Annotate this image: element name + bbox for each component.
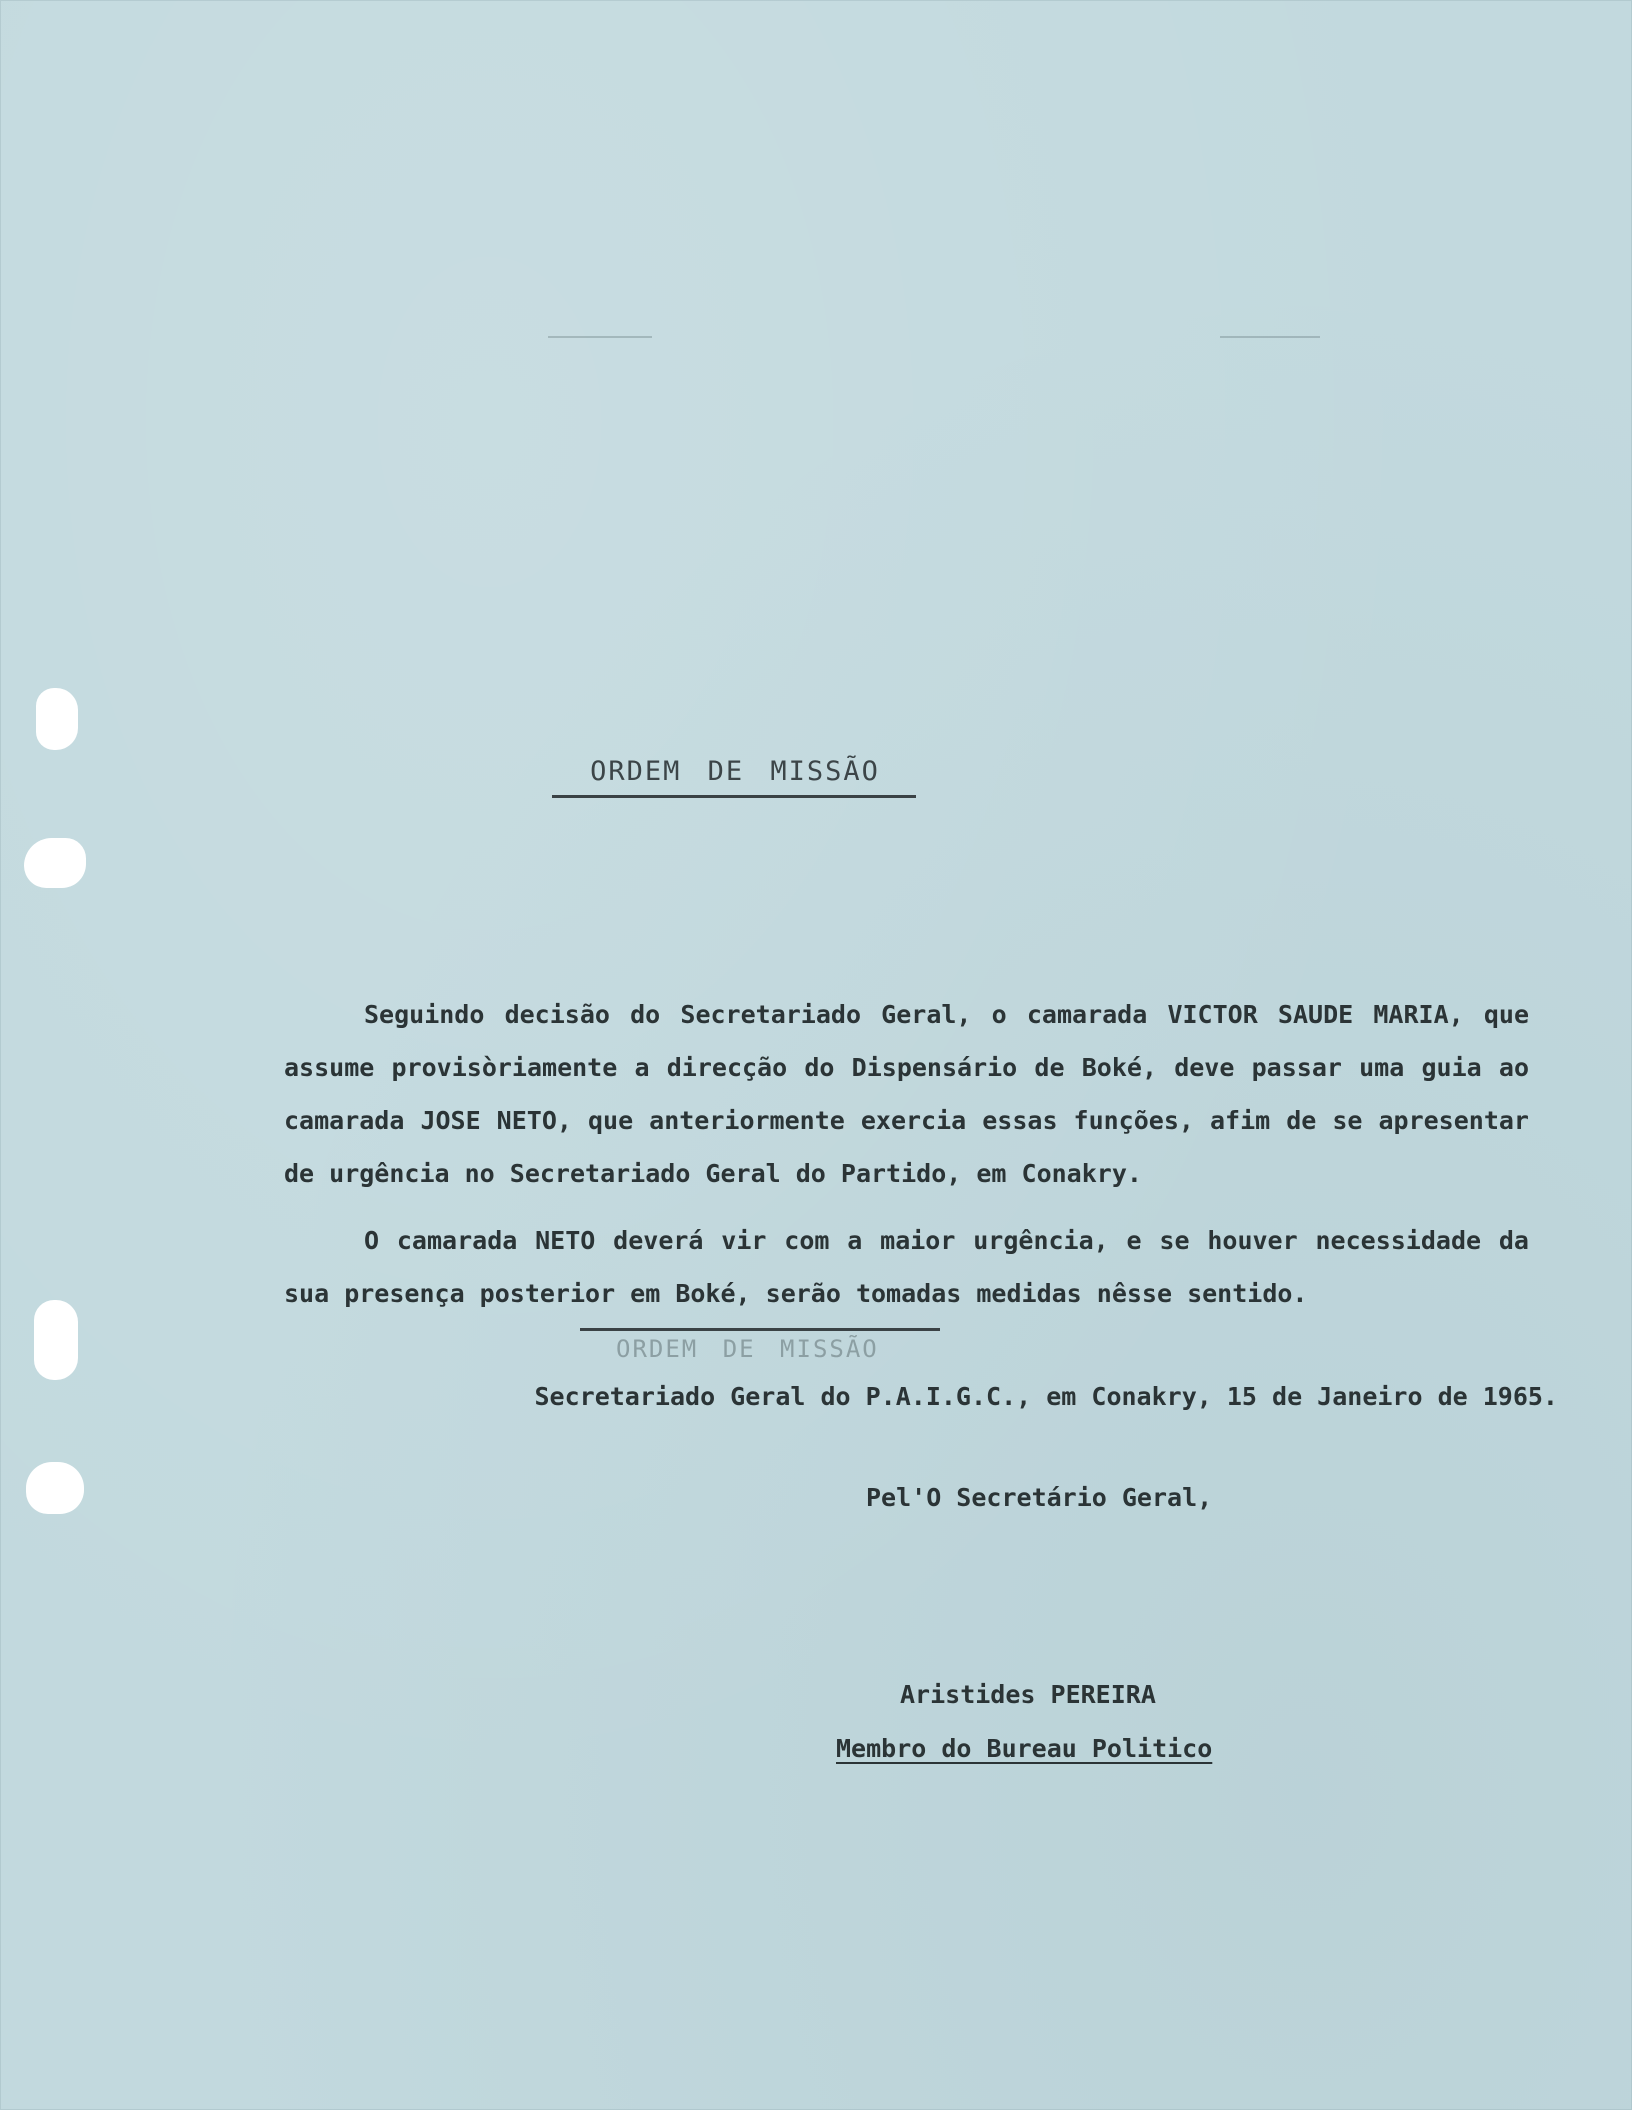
signatory-name: Aristides PEREIRA: [900, 1680, 1156, 1709]
binder-hole: [34, 1300, 78, 1380]
document-title: ORDEM DE MISSÃO: [590, 756, 880, 787]
body-paragraph: O camarada NETO deverá vir com a maior urgência, e se houver necessidade da sua presença posterior em Boké, serão tomadas medidas nêsse sentido.: [284, 1226, 1529, 1308]
separator-line: [580, 1328, 940, 1331]
body-paragraph: Seguindo decisão do Secretariado Geral, o camarada VICTOR SAUDE MARIA, que assume provisòriamente a direcção do Dispensário de Boké, deve passar uma guia ao camarada JOSE NETO, que anteriormente exercia essas funções, afim de se apresentar de urgência no Secretariado Geral do Partido, em Conakry.: [284, 1000, 1529, 1188]
paper-mark: [1220, 336, 1320, 338]
dateline: Secretariado Geral do P.A.I.G.C., em Conakry, 15 de Janeiro de 1965.: [534, 1382, 1558, 1411]
document-body: [284, 988, 1529, 1334]
show-through-title: ORDEM DE MISSÃO: [616, 1335, 879, 1363]
title-underline: [552, 795, 916, 798]
binder-hole: [36, 688, 78, 750]
binder-hole: [26, 1462, 84, 1514]
binder-hole: [24, 838, 86, 888]
signatory-role: Membro do Bureau Politico: [836, 1734, 1213, 1763]
paper-mark: [548, 336, 652, 338]
closing-salutation: Pel'O Secretário Geral,: [866, 1483, 1213, 1512]
